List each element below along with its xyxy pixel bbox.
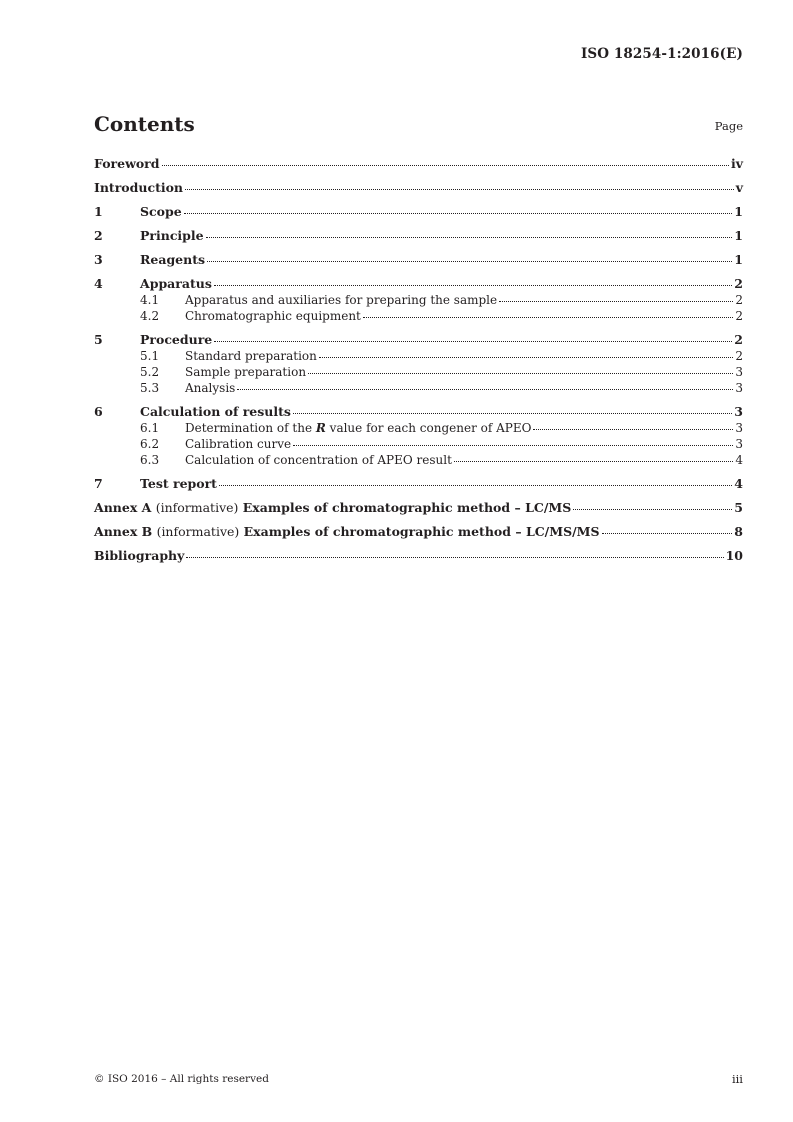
dot-leader <box>293 412 732 414</box>
toc-entry[interactable] <box>94 156 743 172</box>
toc-page-number: 1 <box>734 252 743 267</box>
toc-page-number: 4 <box>734 476 743 491</box>
toc-entry-title: Procedure <box>140 332 213 347</box>
toc-entry-number: 4 <box>94 276 103 291</box>
title-part: value for each congener of APEO <box>325 421 532 435</box>
dot-leader <box>319 356 734 358</box>
toc-subentry[interactable] <box>94 364 743 380</box>
toc-entry-title: Test report <box>140 476 217 491</box>
toc-entry-title: Scope <box>140 204 182 219</box>
table-of-contents <box>94 156 743 564</box>
page-number: iii <box>731 1072 743 1086</box>
copyright-notice: © ISO 2016 – All rights reserved <box>94 1073 269 1085</box>
annex-title: Examples of chromatographic method – LC/MS <box>242 500 572 515</box>
toc-entry-number: 5.3 <box>140 381 160 395</box>
dot-leader <box>573 508 732 510</box>
toc-entry-title: Sample preparation <box>185 365 307 379</box>
toc-entry-title: Reagents <box>140 252 206 267</box>
toc-page-number: 2 <box>734 276 743 291</box>
toc-entry-number: 6 <box>94 404 103 419</box>
toc-page-number: 2 <box>735 293 743 307</box>
annex-label: Annex A <box>94 500 152 515</box>
toc-page-number: 3 <box>735 437 743 451</box>
annex-title: Examples of chromatographic method – LC/MS/MS <box>243 524 600 539</box>
toc-entry[interactable] <box>94 180 743 196</box>
toc-page-number: 3 <box>735 365 743 379</box>
dot-leader <box>186 556 723 558</box>
toc-entry[interactable] <box>94 548 743 564</box>
toc-subentry[interactable] <box>94 436 743 452</box>
page-column-label: Page <box>714 119 743 133</box>
dot-leader <box>602 532 733 534</box>
toc-entry-title: Introduction <box>94 180 184 195</box>
document-id: ISO 18254-1:2016(E) <box>580 46 743 62</box>
toc-page-number: 10 <box>725 548 743 563</box>
dot-leader <box>533 428 733 430</box>
toc-subentry[interactable] <box>94 420 743 436</box>
dot-leader <box>185 188 734 190</box>
toc-page-number: v <box>735 180 743 195</box>
toc-entry-number: 7 <box>94 476 103 491</box>
page-title: Contents <box>94 112 195 136</box>
annex-informative-label: (informative) <box>156 524 240 539</box>
annex-label: Annex B <box>94 524 153 539</box>
toc-subentry[interactable] <box>94 452 743 468</box>
toc-entry-title: Analysis <box>185 381 236 395</box>
toc-subentry[interactable] <box>94 308 743 324</box>
dot-leader <box>162 164 729 166</box>
toc-entry[interactable] <box>94 252 743 268</box>
toc-page-number: 3 <box>734 404 743 419</box>
title-part: Determination of the <box>185 421 316 435</box>
toc-entry-number: 5.2 <box>140 365 160 379</box>
dot-leader <box>214 340 732 342</box>
toc-page-number: 8 <box>734 524 743 539</box>
toc-entry[interactable] <box>94 228 743 244</box>
toc-annex-entry[interactable] <box>94 500 743 516</box>
toc-page-number: 3 <box>735 421 743 435</box>
annex-informative-label: (informative) <box>155 500 239 515</box>
toc-entry[interactable] <box>94 204 743 220</box>
dot-leader <box>206 236 733 238</box>
toc-page-number: 5 <box>734 500 743 515</box>
toc-page-number: 1 <box>734 228 743 243</box>
toc-subentry[interactable] <box>94 348 743 364</box>
toc-entry-number: 1 <box>94 204 103 219</box>
toc-entry-title: Apparatus and auxiliaries for preparing the sample <box>185 293 498 307</box>
toc-entry-title <box>94 524 600 540</box>
toc-entry[interactable] <box>94 404 743 420</box>
toc-entry[interactable] <box>94 276 743 292</box>
toc-entry-title: Foreword <box>94 156 160 171</box>
toc-entry-title <box>185 420 531 436</box>
toc-entry[interactable] <box>94 332 743 348</box>
toc-entry-title: Chromatographic equipment <box>185 309 361 323</box>
toc-page-number: 2 <box>735 349 743 363</box>
toc-entry-title: Calibration curve <box>185 437 292 451</box>
toc-entry-title: Calculation of concentration of APEO result <box>185 453 452 467</box>
dot-leader <box>219 484 732 486</box>
dot-leader <box>308 372 733 374</box>
toc-entry-number: 5.1 <box>140 349 160 363</box>
dot-leader <box>293 444 733 446</box>
toc-entry-number: 6.2 <box>140 437 160 451</box>
toc-page-number: 4 <box>735 453 743 467</box>
toc-entry-title: Calculation of results <box>140 404 291 419</box>
dot-leader <box>214 284 732 286</box>
toc-page-number: 2 <box>734 332 743 347</box>
toc-subentry[interactable] <box>94 292 743 308</box>
toc-entry-number: 6.1 <box>140 421 160 435</box>
dot-leader <box>363 316 733 318</box>
dot-leader <box>499 300 733 302</box>
italic-symbol: R <box>315 421 326 435</box>
toc-entry-title: Standard preparation <box>185 349 317 363</box>
toc-entry-number: 3 <box>94 252 103 267</box>
toc-entry-number: 6.3 <box>140 453 160 467</box>
toc-entry-title: Principle <box>140 228 204 243</box>
toc-entry-title: Apparatus <box>140 276 212 291</box>
dot-leader <box>454 460 733 462</box>
toc-entry-number: 4.1 <box>140 293 160 307</box>
toc-page-number: iv <box>730 156 743 171</box>
toc-page-number: 1 <box>734 204 743 219</box>
toc-entry[interactable] <box>94 476 743 492</box>
toc-entry-title <box>94 500 571 516</box>
toc-page-number: 3 <box>735 381 743 395</box>
toc-page-number: 2 <box>735 309 743 323</box>
dot-leader <box>184 212 733 214</box>
toc-entry-number: 4.2 <box>140 309 160 323</box>
dot-leader <box>237 388 733 390</box>
dot-leader <box>207 260 732 262</box>
toc-entry-number: 5 <box>94 332 103 347</box>
toc-entry-title: Bibliography <box>94 548 185 563</box>
toc-annex-entry[interactable] <box>94 524 743 540</box>
toc-entry-number: 2 <box>94 228 103 243</box>
toc-subentry[interactable] <box>94 380 743 396</box>
